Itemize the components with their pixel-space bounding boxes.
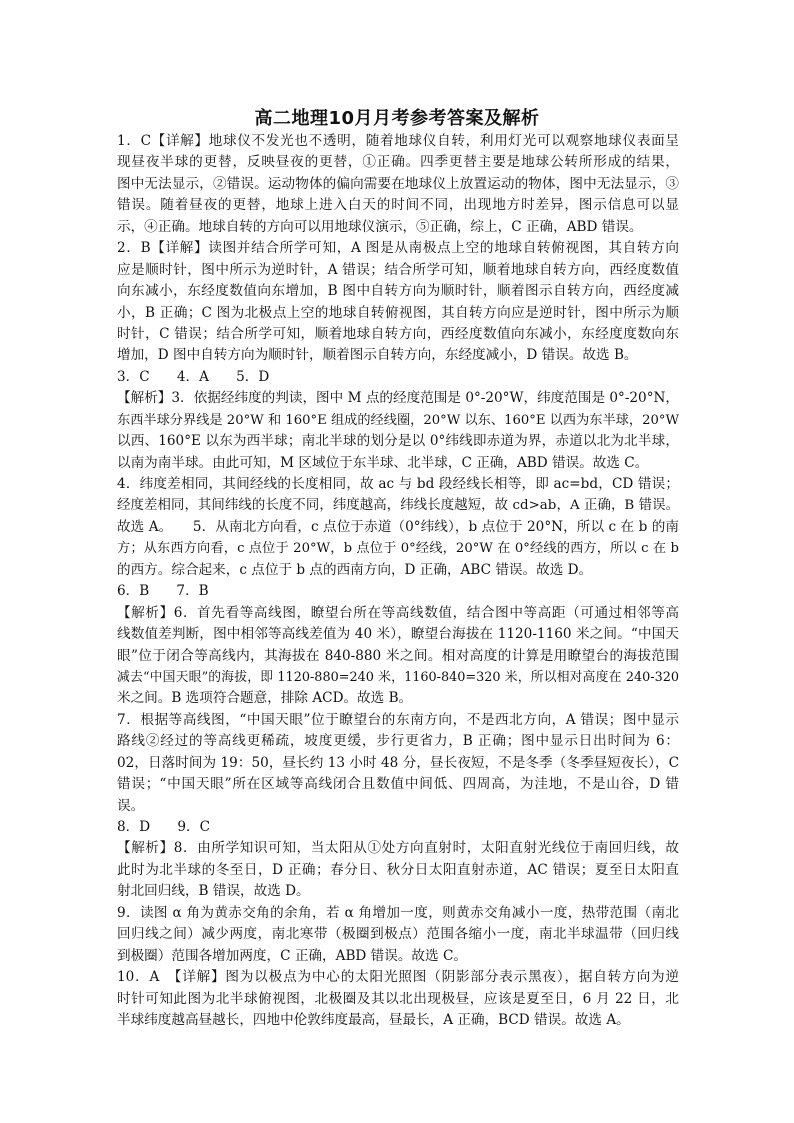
text-line: 【解析】3．依据经纬度的判读，图中 M 点的经度范围是 0°-20°W，纬度范围是 0°-20°N， — [117, 390, 679, 407]
text-line: 的西方。综合起来，c 点位于 b 点的西南方向，D 正确，ABC 错误。故选 D。 — [117, 561, 593, 578]
text-line: 路线②经过的等高线更稀疏，坡度更缓，步行更省力，B 正确；图中显示日出时间为 6： — [117, 733, 679, 750]
text-line: 9．读图 α 角为黄赤交角的余角，若 α 角增加一度，则黄赤交角减小一度，热带范围（南北 — [117, 904, 679, 921]
text-line: 02，日落时间为 19：50，昼长约 13 小时 48 分，昼长夜短，不是冬季（冬季昼短夜长），C — [117, 754, 679, 771]
text-line: 7．根据等高线图，“中国天眼”位于瞭望台的东南方向，不是西北方向，A 错误；图中显示 — [117, 711, 679, 728]
text-line: 向东减小，东经度数值向东增加，B 图中自转方向为顺时针，顺着图示自转方向，西经度减 — [117, 283, 679, 300]
text-line: 错误。随着昼夜的更替，地球上进入白天的时间不同，出现地方时差异，图示信息可以显 — [117, 197, 679, 214]
text-line: 4．纬度差相同，其间经线的长度相同，故 ac 与 bd 段经线长相等，即 ac=bd，CD 错误； — [117, 476, 679, 492]
text-line: 回归线之间）减少两度，南北寒带（极圈到极点）范围各缩小一度，南北半球温带（回归线 — [117, 926, 679, 943]
text-line: 以南为南半球。由此可知，M 区域位于东半球、北半球，C 正确，ABD 错误。故选 C。 — [117, 454, 649, 471]
text-line: 2．B【详解】读图并结合所学可知，A 图是从南极点上空的地球自转俯视图，其自转方向 — [117, 240, 679, 257]
text-line: 故选 A。 5．从南北方向看，c 点位于赤道（0°纬线），b 点位于 20°N，所以 c 在 b 的南 — [117, 518, 679, 535]
text-line: 线数值差判断，图中相邻等高线差值为 40 米），瞭望台海拔在 1120-1160 米之间。“中国天 — [117, 626, 679, 643]
text-line: 误。 — [117, 797, 145, 814]
text-line: 方；从东西方向看，c 点位于 20°W，b 点位于 0°经线，20°W 在 0°经线的西方，所以 c 在 b — [117, 541, 679, 557]
text-line: 8．D 9．C — [117, 819, 210, 835]
text-line: 图中无法显示，②错误。运动物体的偏向需要在地球仪上放置运动的物体，图中无法显示，③ — [117, 175, 679, 192]
text-line: 【解析】6．首先看等高线图，瞭望台所在等高线数值，结合图中等高距（可通过相邻等高 — [117, 604, 679, 621]
text-line: 东西半球分界线是 20°W 和 160°E 组成的经线圈，20°W 以东、160°E 以西为东半球，20°W — [117, 412, 679, 428]
page-title: 高二地理10月月考参考答案及解析 — [254, 108, 540, 129]
text-line: 此时为北半球的冬至日，D 正确；春分日、秋分日太阳直射赤道，AC 错误；夏至日太阳直 — [117, 861, 679, 878]
text-line: 时针可知此图为北半球俯视图，北极圈及其以北出现极昼，应该是夏至日，6 月 22 日，北 — [117, 990, 679, 1007]
text-line: 半球纬度越高昼越长，四地中伦敦纬度最高，昼最长，A 正确，BCD 错误。故选 A。 — [117, 1011, 630, 1028]
text-line: 3．C 4．A 5．D — [117, 368, 270, 385]
text-line: 6．B 7．B — [117, 583, 209, 600]
text-line: 以西、160°E 以东为西半球；南北半球的划分是以 0°纬线即赤道为界，赤道以北为北半球， — [117, 433, 679, 450]
text-line: 增加，D 图中自转方向为顺时针，顺着图示自转方向，东经度减小，D 错误。故选 B。 — [117, 347, 638, 364]
text-line: 减去“中国天眼”的海拔，即 1120-880=240 米，1160-840=320 米，所以相对高度在 240-320 — [117, 669, 679, 685]
text-line: 示，④正确。地球自转的方向可以用地球仪演示，⑤正确，综上，C 正确，ABD 错误。 — [117, 218, 643, 235]
text-line: 到极圈）范围各增加两度，C 正确，ABD 错误。故选 C。 — [117, 947, 467, 964]
text-line: 现昼夜半球的更替，反映昼夜的更替，①正确。四季更替主要是地球公转所形成的结果， — [117, 154, 679, 171]
answer-body — [117, 131, 679, 1031]
text-line: 经度差相同，其间纬线的长度不同，纬度越高，纬线长度越短，故 cd>ab，A 正确，B 错误。 — [117, 498, 679, 514]
text-line: 错误；“中国天眼”所在区域等高线闭合且数值中间低、四周高，为洼地，不是山谷，D 错 — [117, 776, 679, 793]
text-line: 10．A 【详解】图为以极点为中心的太阳光照图（阴影部分表示黑夜），据自转方向为逆 — [117, 969, 679, 986]
text-line: 时针，C 错误；结合所学可知，顺着地球自转方向，西经度数值向东减小，东经度度数向东 — [117, 325, 679, 342]
text-line: 小，B 正确；C 图为北极点上空的地球自转俯视图，其自转方向应是逆时针，图中所示为顺 — [117, 304, 679, 321]
text-line: 1．C【详解】地球仪不发光也不透明，随着地球仪自转，利用灯光可以观察地球仪表面呈 — [117, 133, 679, 149]
text-line: 【解析】8．由所学知识可知，当太阳从①处方向直射时，太阳直射光线位于南回归线，故 — [117, 840, 679, 857]
text-line: 射北回归线，B 错误，故选 D。 — [117, 883, 310, 900]
text-line: 应是顺时针，图中所示为逆时针，A 错误；结合所学可知，顺着地球自转方向，西经度数值 — [117, 261, 679, 278]
text-line: 眼”位于闭合等高线内，其海拔在 840-880 米之间。相对高度的计算是用瞭望台的海拔范围 — [117, 647, 679, 664]
text-line: 米之间。B 选项符合题意，排除 ACD。故选 B。 — [117, 690, 413, 707]
